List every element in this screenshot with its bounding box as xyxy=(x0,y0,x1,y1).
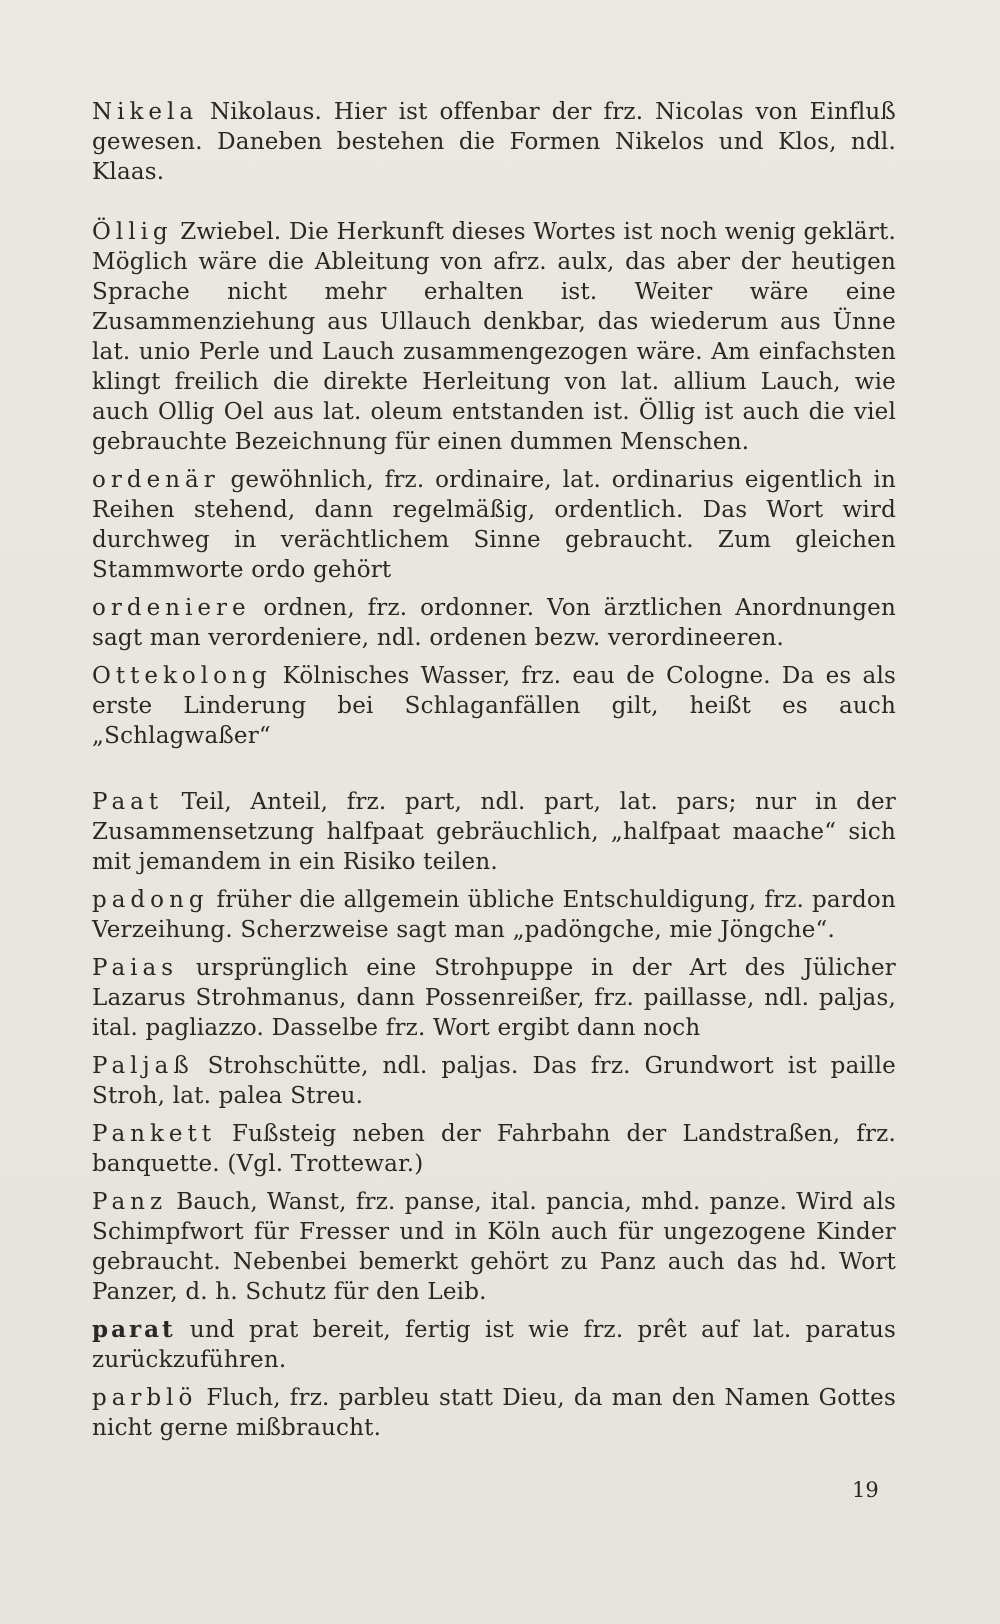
page-number: 19 xyxy=(852,1478,879,1502)
entry-text: Fußsteig neben der Fahrbahn der Landstraßen, frz. banquette. (Vgl. Trottewar.) xyxy=(92,1121,896,1177)
entry-paljass xyxy=(92,1051,896,1111)
entry-text: Teil, Anteil, frz. part, ndl. part, lat. pars; nur in der Zusammensetzung halfpaat gebräuchlich, „halfpaat maache“ sich mit jemandem in ein Risiko teilen. xyxy=(92,789,896,875)
dictionary-text xyxy=(92,97,896,1443)
headword: ordenär xyxy=(92,467,220,493)
headword: Paias xyxy=(92,955,179,981)
entry-nikela xyxy=(92,97,896,187)
headword: ordeniere xyxy=(92,595,251,621)
entry-oellig xyxy=(92,217,896,457)
entry-parbloe xyxy=(92,1383,896,1443)
entry-text: Zwiebel. Die Herkunft dieses Wortes ist noch wenig geklärt. Möglich wäre die Ableitung von afrz. aulx, das aber der heutigen Sprache nicht mehr erhalten ist. Weiter wäre eine Zusammenziehung aus Ullauch denkbar, das wiederum aus Ünne lat. unio Perle und Lauch zusammengezogen wäre. Am einfachsten klingt freilich die direkte Herleitung von lat. allium Lauch, wie auch Ollig Oel aus lat. oleum entstanden ist. Öllig ist auch die viel gebrauchte Bezeichnung für einen dummen Menschen. xyxy=(92,219,896,455)
headword: Panz xyxy=(92,1189,168,1215)
entry-paat xyxy=(92,787,896,877)
entry-text: Bauch, Wanst, frz. panse, ital. pancia, mhd. panze. Wird als Schimpfwort für Fresser und in Köln auch für ungezogene Kinder gebraucht. Nebenbei bemerkt gehört zu Panz auch das hd. Wort Panzer, d. h. Schutz für den Leib. xyxy=(92,1189,896,1305)
entry-text: ursprünglich eine Strohpuppe in der Art des Jülicher Lazarus Strohmanus, dann Possenreißer, frz. paillasse, ndl. paljas, ital. pagliazzo. Dasselbe frz. Wort ergibt dann noch xyxy=(92,955,896,1041)
entry-ordenaer xyxy=(92,465,896,585)
headword: Ottekolong xyxy=(92,663,272,689)
entry-parat xyxy=(92,1315,896,1375)
entry-ottekolong xyxy=(92,661,896,751)
entry-panz xyxy=(92,1187,896,1307)
entry-text: Nikolaus. Hier ist offenbar der frz. Nicolas von Einfluß gewesen. Daneben bestehen die Formen Nikelos und Klos, ndl. Klaas. xyxy=(92,99,896,185)
entry-text: Kölnisches Wasser, frz. eau de Cologne. Da es als erste Linderung bei Schlaganfällen gilt, heißt es auch „Schlagwaßer“ xyxy=(92,663,896,749)
headword: parblö xyxy=(92,1385,198,1411)
entry-text: Strohschütte, ndl. paljas. Das frz. Grundwort ist paille Stroh, lat. palea Streu. xyxy=(92,1053,896,1109)
headword: Öllig xyxy=(92,219,173,245)
entry-text: ordnen, frz. ordonner. Von ärztlichen Anordnungen sagt man verordeniere, ndl. ordenen bezw. verordineeren. xyxy=(92,595,896,651)
headword: Nikela xyxy=(92,99,199,125)
entry-text: früher die allgemein übliche Entschuldigung, frz. pardon Verzeihung. Scherzweise sagt man „padöngche, mie Jöngche“. xyxy=(92,887,896,943)
headword: parat xyxy=(92,1316,176,1343)
headword: Pankett xyxy=(92,1121,217,1147)
entry-text: gewöhnlich, frz. ordinaire, lat. ordinarius eigentlich in Reihen stehend, dann regelmäßig, ordentlich. Das Wort wird durchweg in verächtlichem Sinne gebraucht. Zum gleichen Stammworte ordo gehört xyxy=(92,467,896,583)
headword: Paljaß xyxy=(92,1053,194,1079)
headword: padong xyxy=(92,887,209,913)
entry-text: Fluch, frz. parbleu statt Dieu, da man den Namen Gottes nicht gerne mißbraucht. xyxy=(92,1385,896,1441)
entry-text: und prat bereit, fertig ist wie frz. prêt auf lat. paratus zurückzuführen. xyxy=(92,1317,896,1373)
headword: Paat xyxy=(92,789,164,815)
entry-pankett xyxy=(92,1119,896,1179)
entry-padong xyxy=(92,885,896,945)
entry-ordeniere xyxy=(92,593,896,653)
entry-paias xyxy=(92,953,896,1043)
